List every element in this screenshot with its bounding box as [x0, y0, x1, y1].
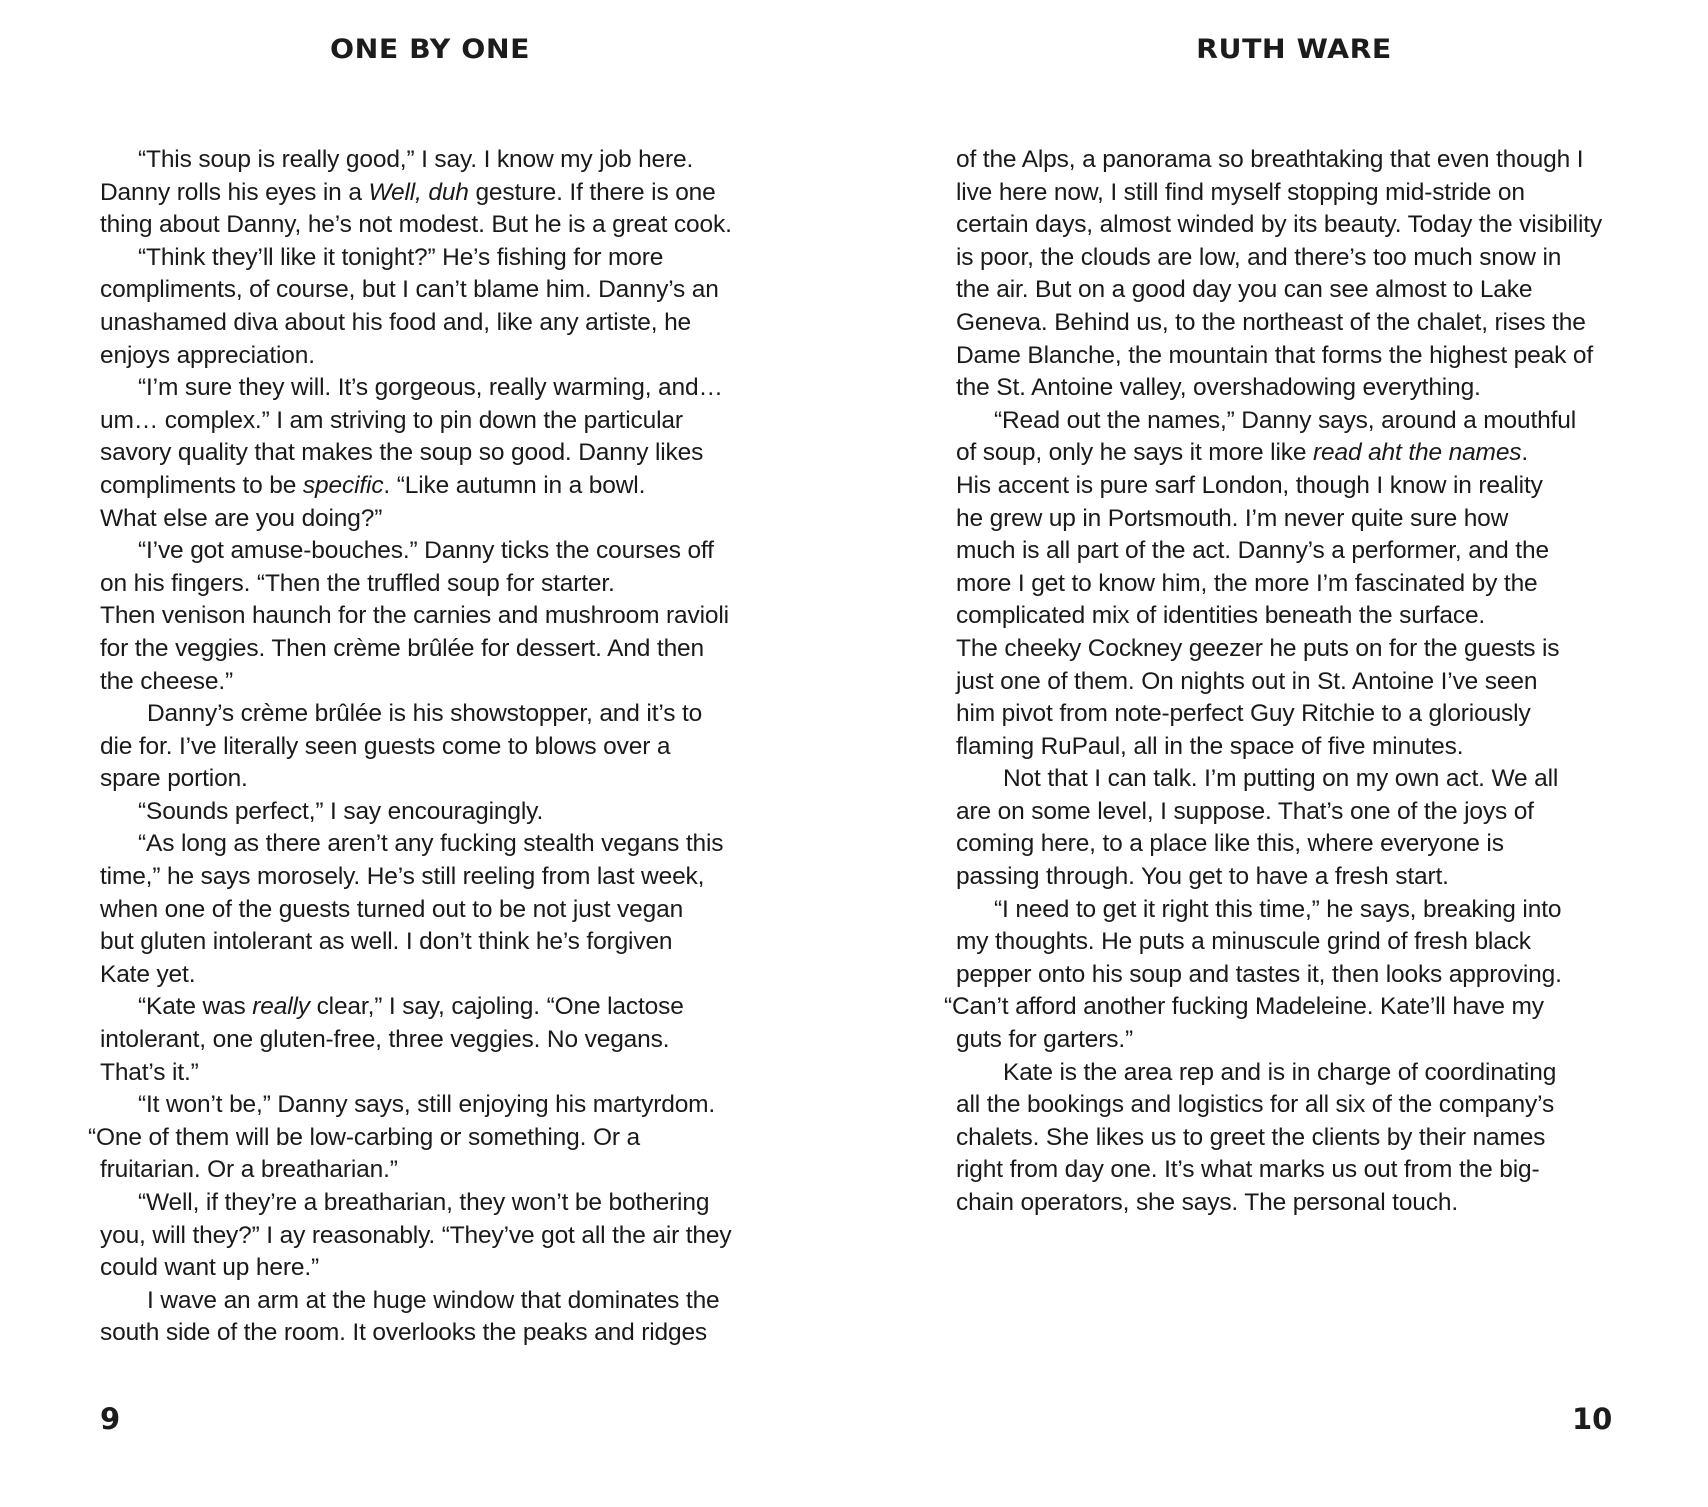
text-line: all the bookings and logistics for all six of the company’s: [956, 1091, 1555, 1119]
text-line: Kate is the area rep and is in charge of coordinating: [1003, 1058, 1557, 1086]
text-line: coming here, to a place like this, where everyone is: [956, 830, 1504, 858]
text-line: flaming RuPaul, all in the space of five minutes.: [956, 732, 1464, 760]
text-line: could want up here.”: [100, 1254, 319, 1282]
italic-text: Well, duh: [368, 178, 469, 206]
text-line: Kate yet.: [100, 960, 196, 988]
text-run: . “Like autumn in a bowl.: [383, 471, 646, 499]
text-line: That’s it.”: [100, 1058, 199, 1086]
text-line: “Think they’ll like it tonight?” He’s fishing for more: [138, 243, 664, 271]
text-line: him pivot from note-perfect Guy Ritchie to a gloriously: [956, 700, 1531, 728]
text-line: “It won’t be,” Danny says, still enjoying his martyrdom.: [138, 1091, 716, 1119]
text-line: What else are you doing?”: [100, 504, 383, 532]
right-page: [854, 0, 1708, 1507]
text-line: “One of them will be low-carbing or something. Or a: [88, 1123, 640, 1151]
text-line: chain operators, she says. The personal touch.: [956, 1189, 1459, 1216]
text-line: unashamed diva about his food and, like any artiste, he: [100, 308, 692, 336]
text-run: “Kate was: [138, 993, 253, 1021]
text-line: Danny’s crème brûlée is his showstopper, and it’s to: [147, 700, 703, 728]
text-line: Geneva. Behind us, to the northeast of the chalet, rises the: [956, 308, 1586, 336]
text-line: are on some level, I suppose. That’s one of the joys of: [956, 797, 1534, 825]
text-line: my thoughts. He puts a minuscule grind of fresh black: [956, 928, 1531, 956]
text-line: complicated mix of identities beneath the surface.: [956, 602, 1486, 630]
text-line: he grew up in Portsmouth. I’m never quite sure how: [956, 504, 1509, 532]
text-run: gesture. If there is one: [468, 178, 716, 206]
right-page-body-text: [944, 144, 1636, 1220]
text-line: right from day one. It’s what marks us out from the big-: [956, 1156, 1540, 1184]
text-line: um… complex.” I am striving to pin down the particular: [100, 406, 683, 434]
italic-text: specific: [302, 471, 384, 499]
text-run: compliments to be: [100, 471, 303, 499]
page-number-left: 9: [100, 1402, 121, 1436]
page-number-right: 10: [1572, 1402, 1613, 1436]
text-line: passing through. You get to have a fresh start.: [956, 863, 1449, 891]
text-line: you, will they?” I ay reasonably. “They’ve got all the air they: [100, 1221, 732, 1249]
text-line: [100, 470, 770, 503]
text-line: fruitarian. Or a breatharian.”: [100, 1156, 398, 1184]
text-line: “I’ve got amuse-bouches.” Danny ticks the courses off: [138, 537, 714, 565]
text-line: “Well, if they’re a breatharian, they won’t be bothering: [138, 1189, 710, 1216]
text-line: “Sounds perfect,” I say encouragingly.: [138, 797, 544, 825]
text-line: “Can’t afford another fucking Madeleine. Kate’ll have my: [944, 993, 1544, 1021]
text-line: on his fingers. “Then the truffled soup for starter.: [100, 569, 615, 597]
text-run: .: [1521, 439, 1529, 467]
text-line: Not that I can talk. I’m putting on my own act. We all: [1003, 765, 1559, 793]
text-line: just one of them. On nights out in St. Antoine I’ve seen: [956, 667, 1538, 695]
running-head-author: RUTH WARE: [1196, 34, 1392, 65]
text-line: “I need to get it right this time,” he says, breaking into: [994, 895, 1562, 923]
text-line: “As long as there aren’t any fucking stealth vegans this: [138, 830, 724, 858]
text-line: compliments, of course, but I can’t blame him. Danny’s an: [100, 276, 719, 304]
text-line: of the Alps, a panorama so breathtaking that even though I: [956, 146, 1584, 173]
text-line: time,” he says morosely. He’s still reeling from last week,: [100, 863, 705, 891]
text-line: spare portion.: [100, 765, 248, 793]
running-head-book-title: ONE BY ONE: [330, 34, 530, 65]
left-page-body-text: [88, 144, 770, 1350]
text-line: “Read out the names,” Danny says, around a mouthful: [994, 406, 1577, 434]
text-run: clear,” I say, cajoling. “One lactose: [309, 993, 684, 1021]
text-line: Dame Blanche, the mountain that forms the highest peak of: [956, 341, 1593, 369]
text-line: for the veggies. Then crème brûlée for dessert. And then: [100, 634, 705, 662]
text-line: but gluten intolerant as well. I don’t think he’s forgiven: [100, 928, 673, 956]
text-line: savory quality that makes the soup so good. Danny likes: [100, 439, 704, 467]
text-line: when one of the guests turned out to be not just vegan: [100, 895, 684, 923]
text-run: of soup, only he says it more like: [956, 439, 1313, 467]
text-line: live here now, I still find myself stopping mid-stride on: [956, 178, 1525, 206]
text-line: [100, 991, 770, 1024]
text-line: much is all part of the act. Danny’s a performer, and the: [956, 537, 1549, 565]
text-line: the cheese.”: [100, 667, 234, 695]
text-line: is poor, the clouds are low, and there’s too much snow in: [956, 243, 1562, 271]
italic-text: read aht the names: [1312, 439, 1522, 467]
text-line: the St. Antoine valley, overshadowing everything.: [956, 374, 1481, 402]
text-line: His accent is pure sarf London, though I know in reality: [956, 471, 1543, 499]
text-line: certain days, almost winded by its beauty. Today the visibility: [956, 211, 1603, 239]
text-line: enjoys appreciation.: [100, 341, 315, 369]
text-line: the air. But on a good day you can see almost to Lake: [956, 276, 1533, 304]
italic-text: really: [252, 993, 310, 1021]
text-line: intolerant, one gluten-free, three veggies. No vegans.: [100, 1026, 670, 1054]
text-line: south side of the room. It overlooks the peaks and ridges: [100, 1319, 708, 1347]
text-line: [100, 177, 770, 210]
text-line: pepper onto his soup and tastes it, then looks approving.: [956, 960, 1562, 988]
text-line: [956, 437, 1636, 470]
text-line: die for. I’ve literally seen guests come to blows over a: [100, 732, 671, 760]
text-line: “This soup is really good,” I say. I know my job here.: [138, 146, 694, 173]
text-line: “I’m sure they will. It’s gorgeous, really warming, and…: [138, 374, 723, 402]
text-line: more I get to know him, the more I’m fascinated by the: [956, 569, 1538, 597]
text-line: guts for garters.”: [956, 1026, 1134, 1054]
text-line: I wave an arm at the huge window that dominates the: [147, 1286, 720, 1314]
text-line: Then venison haunch for the carnies and mushroom ravioli: [100, 602, 729, 630]
text-line: The cheeky Cockney geezer he puts on for the guests is: [956, 634, 1560, 662]
text-line: thing about Danny, he’s not modest. But he is a great cook.: [100, 211, 732, 239]
text-run: Danny rolls his eyes in a: [100, 178, 369, 206]
text-line: chalets. She likes us to greet the clients by their names: [956, 1123, 1546, 1151]
